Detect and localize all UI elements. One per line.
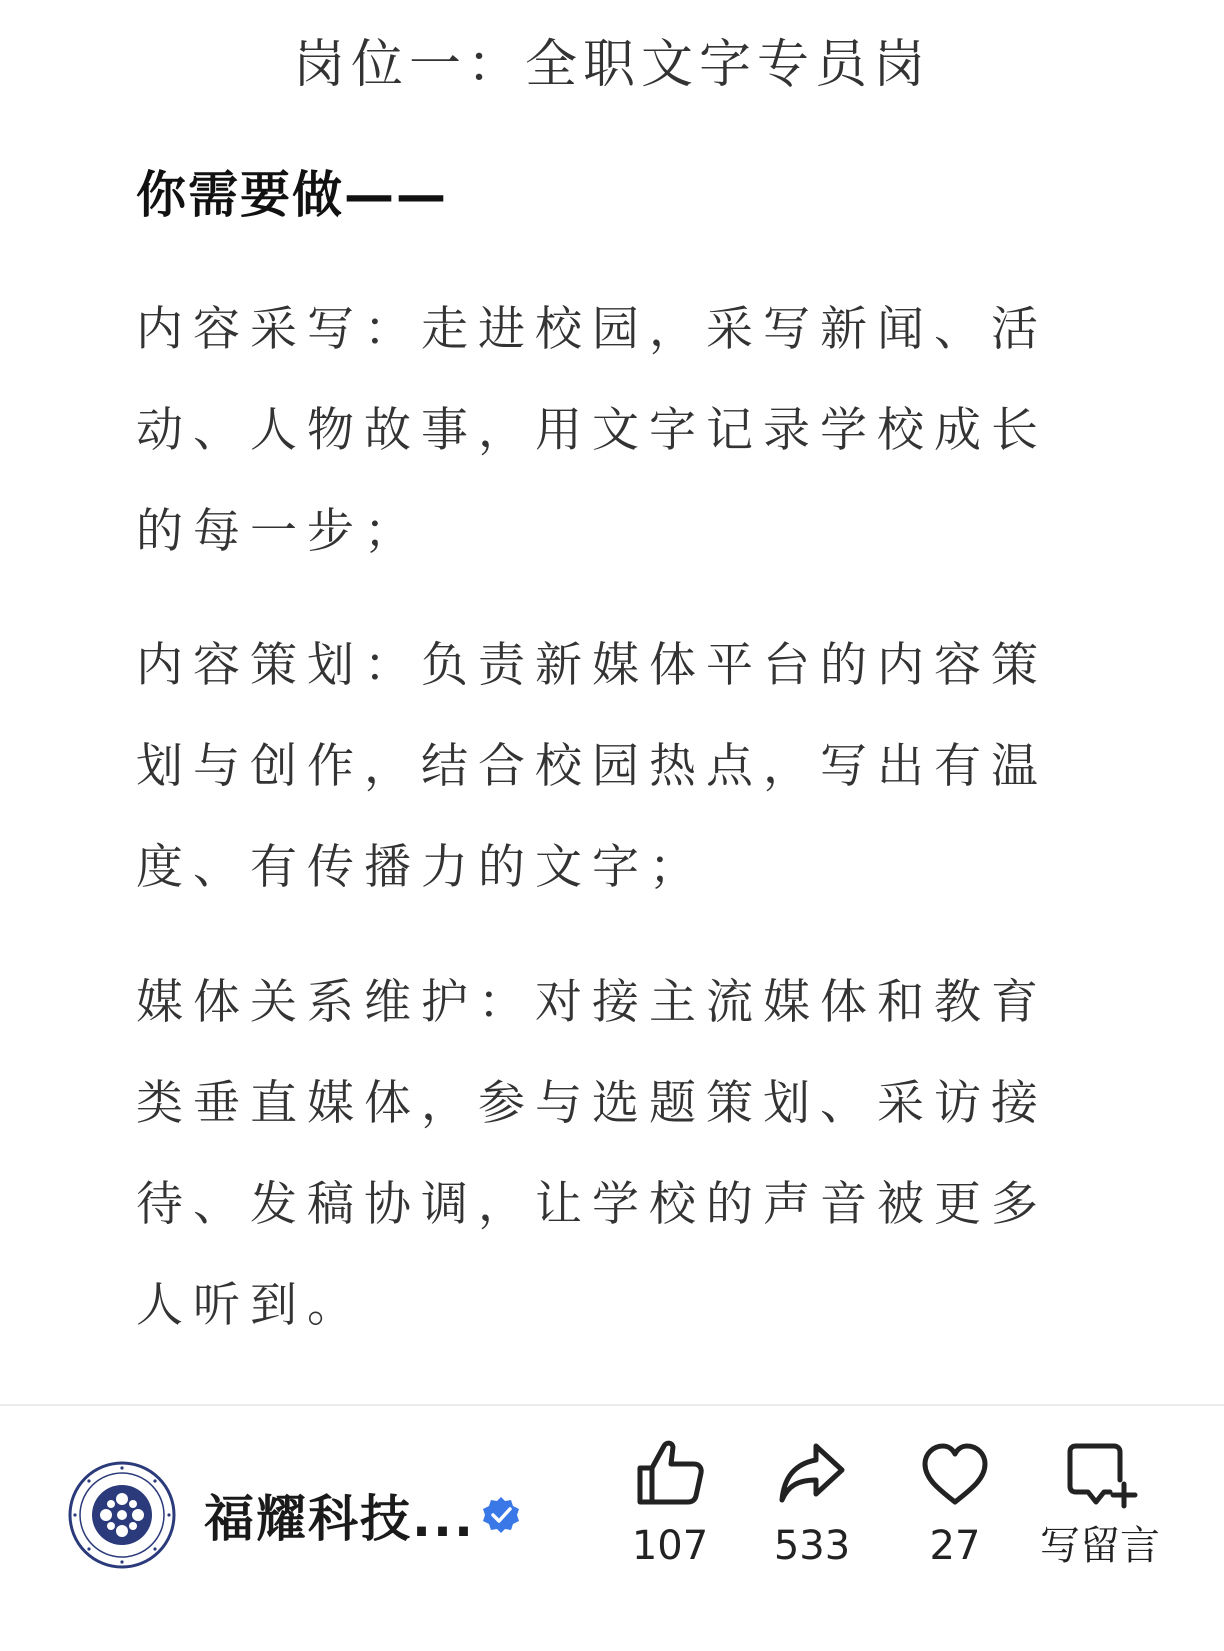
comment-add-icon bbox=[1062, 1436, 1138, 1512]
like-button[interactable] bbox=[600, 1436, 740, 1586]
favorite-button[interactable] bbox=[885, 1436, 1025, 1586]
paragraph-media-relations: 媒体关系维护：对接主流媒体和教育类垂直媒体，参与选题策划、采访接待、发稿协调，让学校的声音被更多人听到。 bbox=[136, 975, 1048, 1333]
write-comment-label: 写留言 bbox=[1040, 1523, 1160, 1569]
share-count: 533 bbox=[773, 1523, 851, 1569]
verified-badge-icon bbox=[481, 1495, 521, 1535]
paragraph-content-planning: 内容策划：负责新媒体平台的内容策划与创作，结合校园热点，写出有温度、有传播力的文字； bbox=[136, 638, 1048, 895]
write-comment-button[interactable] bbox=[1030, 1436, 1170, 1586]
heart-icon bbox=[917, 1436, 993, 1512]
paragraph-content-writing: 内容采写：走进校园，采写新闻、活动、人物故事，用文字记录学校成长的每一步； bbox=[136, 302, 1048, 559]
section-heading: 你需要做—— bbox=[136, 166, 448, 224]
share-icon bbox=[774, 1436, 850, 1512]
avatar[interactable] bbox=[68, 1461, 176, 1569]
account-info[interactable] bbox=[68, 1460, 521, 1570]
university-logo-icon bbox=[68, 1461, 176, 1569]
article-title: 岗位一：全职文字专员岗 bbox=[292, 35, 931, 95]
favorite-count: 27 bbox=[929, 1523, 981, 1569]
account-name[interactable]: 福耀科技... bbox=[204, 1490, 475, 1548]
like-count: 107 bbox=[631, 1523, 709, 1569]
share-button[interactable] bbox=[742, 1436, 882, 1586]
action-buttons bbox=[600, 1436, 1180, 1586]
thumbs-up-icon bbox=[632, 1436, 708, 1512]
bottom-action-bar bbox=[0, 1406, 1224, 1651]
